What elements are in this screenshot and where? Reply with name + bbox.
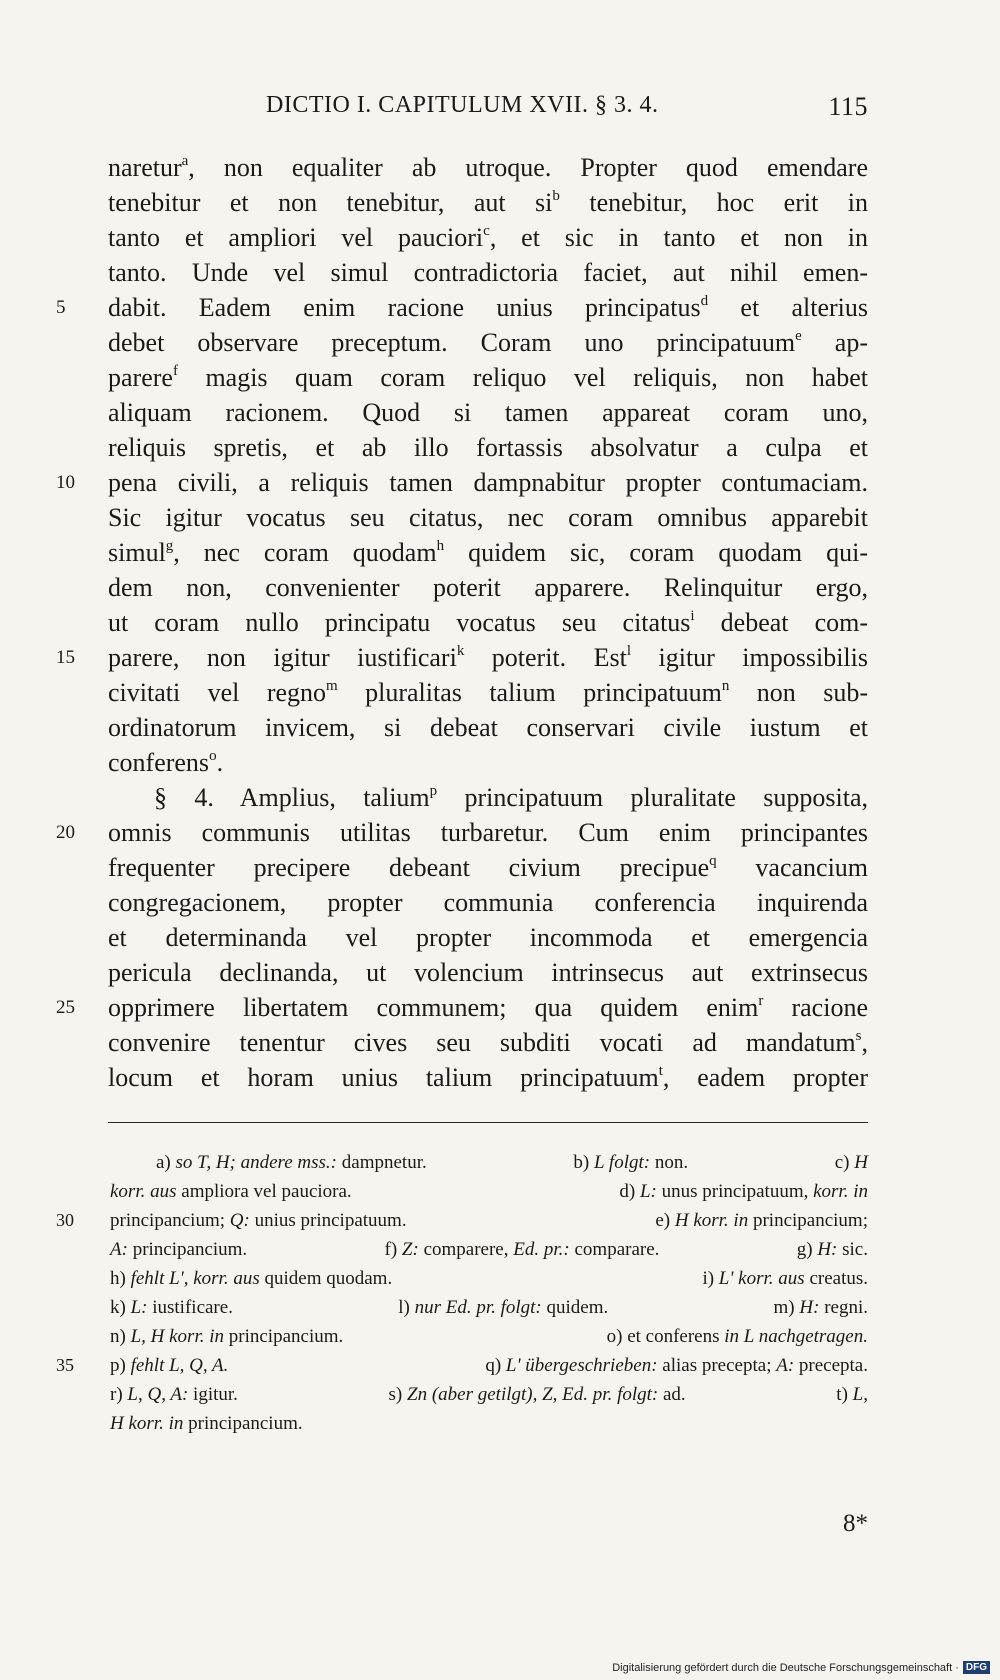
note-siglum: L folgt: — [593, 1152, 651, 1173]
note-text: i) — [702, 1268, 719, 1289]
note-siglum: H korr. in — [674, 1210, 749, 1231]
text-run: . — [216, 748, 224, 777]
text-run: debet observare preceptum. Coram uno principatuum — [108, 328, 796, 357]
footnote-marker: o — [209, 748, 217, 764]
text-line — [108, 150, 868, 185]
note-text: ampliora vel pauciora. — [176, 1181, 352, 1202]
text-line — [108, 605, 868, 640]
text-line — [108, 780, 868, 815]
footnote-line — [56, 1351, 868, 1380]
note-text: c) — [834, 1152, 855, 1173]
digitization-credit — [612, 1661, 990, 1674]
footnote-line — [110, 1380, 868, 1409]
note-text: principancium. — [183, 1413, 303, 1434]
text-run: dabit. Eadem enim racione unius principatus — [108, 293, 701, 322]
footnote-entry — [774, 1293, 868, 1322]
note-text: principancium; — [110, 1210, 230, 1231]
signature-mark: 8* — [843, 1510, 868, 1537]
text-run: convenire tenentur cives seu subditi vocati ad mandatum — [108, 1028, 856, 1057]
note-siglum: L, — [852, 1384, 868, 1405]
text-run: et determinanda vel propter incommoda et emergencia — [108, 923, 868, 952]
note-text: quidem quodam. — [259, 1268, 393, 1289]
note-siglum: H: — [799, 1297, 820, 1318]
footnote-entry — [702, 1264, 868, 1293]
footnote-entry — [655, 1206, 868, 1235]
text-run: tanto. Unde vel simul contradictoria faciet, aut nihil emen- — [108, 258, 868, 287]
text-line — [108, 255, 868, 290]
text-run: omnis communis utilitas turbaretur. Cum enim principantes — [108, 818, 868, 847]
text-run: ut coram nullo principatu vocatus seu citatus — [108, 608, 691, 637]
footnote-entry — [110, 1293, 233, 1322]
text-run: poterit. Est — [464, 643, 627, 672]
footnote-marker: m — [326, 678, 338, 694]
line-number: 35 — [56, 1355, 74, 1375]
note-text: h) — [110, 1268, 131, 1289]
note-text: t) — [836, 1384, 853, 1405]
footnote-marker: g — [165, 538, 174, 554]
text-line — [56, 640, 868, 675]
text-line — [108, 570, 868, 605]
text-run: , eadem propter — [662, 1063, 868, 1092]
text-line — [108, 360, 868, 395]
text-run: reliquis spretis, et ab illo fortassis absolvatur a culpa et — [108, 433, 868, 462]
text-run: pluralitas talium principatuum — [337, 678, 722, 707]
text-run: civitati vel regno — [108, 678, 327, 707]
note-siglum: A: — [776, 1355, 795, 1376]
text-run: opprimere libertatem communem; qua quidem enim — [108, 993, 759, 1022]
line-number: 25 — [56, 997, 75, 1018]
note-text: d) — [619, 1181, 640, 1202]
note-text: principancium; — [748, 1210, 868, 1231]
note-siglum: L' übergeschrieben: — [505, 1355, 658, 1376]
footnote-marker: b — [552, 188, 560, 204]
text-run: conferens — [108, 748, 210, 777]
footnote-line — [110, 1235, 868, 1264]
footnote-line — [110, 1148, 868, 1177]
text-run: quidem sic, coram quodam qui- — [444, 538, 868, 567]
text-run: , non equaliter ab utroque. Propter quod emendare — [188, 153, 868, 182]
note-siglum: fehlt L', korr. aus — [130, 1268, 260, 1289]
text-run: § 4. Amplius, talium — [154, 783, 430, 812]
footnote-entry — [156, 1148, 427, 1177]
text-line — [56, 465, 868, 500]
footnote-marker: t — [658, 1063, 663, 1079]
text-line — [108, 885, 868, 920]
note-siglum: A: — [110, 1239, 128, 1260]
footnote-line — [110, 1177, 868, 1206]
note-siglum: nur Ed. pr. folgt: — [414, 1297, 542, 1318]
text-run: parere — [108, 363, 173, 392]
note-text: ad. — [658, 1384, 686, 1405]
dfg-logo: DFG — [963, 1661, 990, 1674]
page-number: 115 — [828, 92, 868, 121]
line-number: 30 — [56, 1210, 74, 1230]
note-siglum: L: — [130, 1297, 148, 1318]
note-text: o) et conferens — [606, 1326, 725, 1347]
note-text: n) — [110, 1326, 131, 1347]
note-siglum: L' korr. aus — [718, 1268, 805, 1289]
main-text — [56, 150, 869, 1095]
footnote-line — [110, 1322, 868, 1351]
note-siglum: L, H korr. in — [130, 1326, 225, 1347]
note-text: alias precepta; — [657, 1355, 777, 1376]
note-text: unus principatuum, — [656, 1181, 814, 1202]
text-run: locum et horam unius talium principatuum — [108, 1063, 659, 1092]
text-run: congregacionem, propter communia conferencia inquirenda — [108, 888, 868, 917]
note-siglum: H — [854, 1152, 868, 1173]
text-line — [108, 185, 868, 220]
footnote-entry — [607, 1322, 868, 1351]
note-text: r) — [110, 1384, 128, 1405]
text-run: tenebitur et non tenebitur, aut si — [108, 188, 553, 217]
text-run: parere, non igitur iustificari — [108, 643, 457, 672]
note-siglum: fehlt L, Q, A. — [130, 1355, 229, 1376]
text-run: debeat com- — [694, 608, 868, 637]
line-number: 10 — [56, 472, 75, 493]
note-text: iustificare. — [147, 1297, 233, 1318]
text-line — [108, 1025, 868, 1060]
note-text: non. — [650, 1152, 689, 1173]
text-run: vacancium — [716, 853, 869, 882]
text-line — [108, 920, 868, 955]
note-text: unius principatuum. — [249, 1210, 407, 1231]
text-run: ordinatorum invicem, si debeat conservari civile iustum et — [108, 713, 868, 742]
footnote-marker: r — [758, 993, 764, 1009]
text-run: simul — [108, 538, 166, 567]
text-run: pericula declinanda, ut volencium intrinsecus aut extrinsecus — [108, 958, 868, 987]
text-line — [56, 815, 868, 850]
text-line — [108, 710, 868, 745]
note-text: k) — [110, 1297, 131, 1318]
footnote-marker: k — [456, 643, 465, 659]
footnote-entry — [110, 1322, 343, 1351]
running-title: DICTIO I. CAPITULUM XVII. § 3. 4. — [266, 92, 659, 118]
text-run: pena civili, a reliquis tamen dampnabitur propter contumaciam. — [108, 468, 868, 497]
note-text: s) — [388, 1384, 408, 1405]
note-text: g) — [796, 1239, 818, 1260]
note-text: comparere, — [418, 1239, 514, 1260]
note-siglum: Q: — [229, 1210, 250, 1231]
text-line — [108, 1060, 868, 1095]
note-siglum: H: — [817, 1239, 838, 1260]
footnote-line — [110, 1293, 868, 1322]
footnote-entry — [797, 1235, 868, 1264]
text-line — [108, 430, 868, 465]
footnote-entry — [619, 1177, 868, 1206]
text-line — [56, 290, 869, 325]
text-run: dem non, convenienter poterit apparere. Relinquitur ergo, — [108, 573, 868, 602]
text-line — [108, 955, 868, 990]
text-run: magis quam coram reliquo vel reliquis, non habet — [177, 363, 868, 392]
note-text: sic. — [837, 1239, 868, 1260]
footnote-entry — [398, 1293, 608, 1322]
footnote-marker: a — [181, 153, 189, 169]
footnote-entry — [110, 1380, 238, 1409]
note-text: e) — [655, 1210, 675, 1231]
footnote-entry — [110, 1206, 407, 1235]
footnote-line — [110, 1409, 868, 1438]
footnote-marker: i — [690, 608, 695, 624]
note-text: igitur. — [188, 1384, 238, 1405]
line-number: 15 — [56, 647, 75, 668]
footnote-marker: f — [172, 363, 178, 379]
line-number: 5 — [56, 297, 66, 318]
text-run: , nec coram quodam — [173, 538, 437, 567]
footnote-marker: p — [429, 783, 438, 799]
text-run: , et sic in tanto et non in — [489, 223, 869, 252]
text-line — [56, 990, 868, 1025]
note-text: principancium. — [127, 1239, 248, 1260]
credit-text: Digitalisierung gefördert durch die Deutsche Forschungsgemeinschaft · — [612, 1661, 959, 1674]
footnote-entry — [835, 1148, 868, 1177]
note-siglum: H korr. in — [110, 1413, 184, 1434]
note-text: a) — [156, 1152, 176, 1173]
footnote-entry — [110, 1264, 392, 1293]
text-run: non sub- — [729, 678, 868, 707]
text-run: tenebitur, hoc erit in — [559, 188, 868, 217]
footnote-entry — [389, 1380, 686, 1409]
footnote-marker: l — [626, 643, 632, 659]
note-text: f) — [384, 1239, 402, 1260]
footnote-marker: n — [721, 678, 730, 694]
footnotes — [56, 1148, 868, 1438]
footnote-line — [110, 1264, 868, 1293]
note-text: regni. — [819, 1297, 868, 1318]
note-text: comparare. — [569, 1239, 660, 1260]
footnote-marker: q — [709, 853, 717, 869]
footnote-entry — [110, 1351, 228, 1380]
text-line — [108, 325, 868, 360]
note-siglum: Ed. pr.: — [513, 1239, 570, 1260]
text-line — [108, 675, 868, 710]
footnote-divider — [108, 1122, 868, 1123]
footnote-entry — [485, 1351, 868, 1380]
footnote-marker: e — [795, 328, 802, 344]
text-run: naretur — [108, 153, 182, 182]
text-run: principatuum pluralitate supposita, — [437, 783, 868, 812]
text-run: et alterius — [708, 293, 869, 322]
note-text: dampnetur. — [337, 1152, 427, 1173]
text-run: Sic igitur vocatus seu citatus, nec coram omnibus apparebit — [108, 503, 868, 532]
footnote-marker: c — [483, 223, 490, 239]
running-header — [108, 92, 868, 132]
note-siglum: so T, H; andere mss.: — [175, 1152, 338, 1173]
text-run: frequenter precipere debeant civium precipue — [108, 853, 710, 882]
text-run: aliquam racionem. Quod si tamen appareat coram uno, — [108, 398, 868, 427]
text-run: tanto et ampliori vel pauciori — [108, 223, 484, 252]
footnote-marker: h — [436, 538, 445, 554]
text-line — [108, 395, 868, 430]
footnote-entry — [836, 1380, 868, 1409]
text-line — [108, 220, 868, 255]
text-run: igitur impossibilis — [631, 643, 868, 672]
footnote-entry — [385, 1235, 660, 1264]
footnote-marker: d — [700, 293, 709, 309]
line-number: 20 — [56, 822, 75, 843]
note-text: principancium. — [224, 1326, 344, 1347]
note-text: p) — [110, 1355, 131, 1376]
note-text: quidem. — [541, 1297, 609, 1318]
note-siglum: Z: — [401, 1239, 419, 1260]
footnote-entry — [110, 1409, 303, 1438]
footnote-line — [56, 1206, 868, 1235]
note-text: l) — [398, 1297, 415, 1318]
text-line — [108, 745, 868, 780]
text-line — [108, 500, 868, 535]
footnote-marker: s — [855, 1028, 862, 1044]
footnote-entry — [110, 1177, 352, 1206]
note-siglum: L: — [639, 1181, 657, 1202]
note-siglum: korr. in — [813, 1181, 868, 1202]
text-run: racione — [763, 993, 868, 1022]
text-line — [108, 535, 868, 570]
text-run: , — [861, 1028, 868, 1057]
note-text: creatus. — [804, 1268, 868, 1289]
footnote-entry — [110, 1235, 247, 1264]
note-siglum: in L nachgetragen. — [724, 1326, 868, 1347]
note-siglum: L, Q, A: — [127, 1384, 189, 1405]
note-text: b) — [573, 1152, 594, 1173]
note-text: m) — [773, 1297, 800, 1318]
text-run: ap- — [801, 328, 869, 357]
text-line — [108, 850, 868, 885]
note-text: precepta. — [794, 1355, 868, 1376]
footnote-entry — [573, 1148, 688, 1177]
note-siglum: korr. aus — [110, 1181, 177, 1202]
note-siglum: Zn (aber getilgt), Z, Ed. pr. folgt: — [407, 1384, 659, 1405]
note-text: q) — [485, 1355, 506, 1376]
